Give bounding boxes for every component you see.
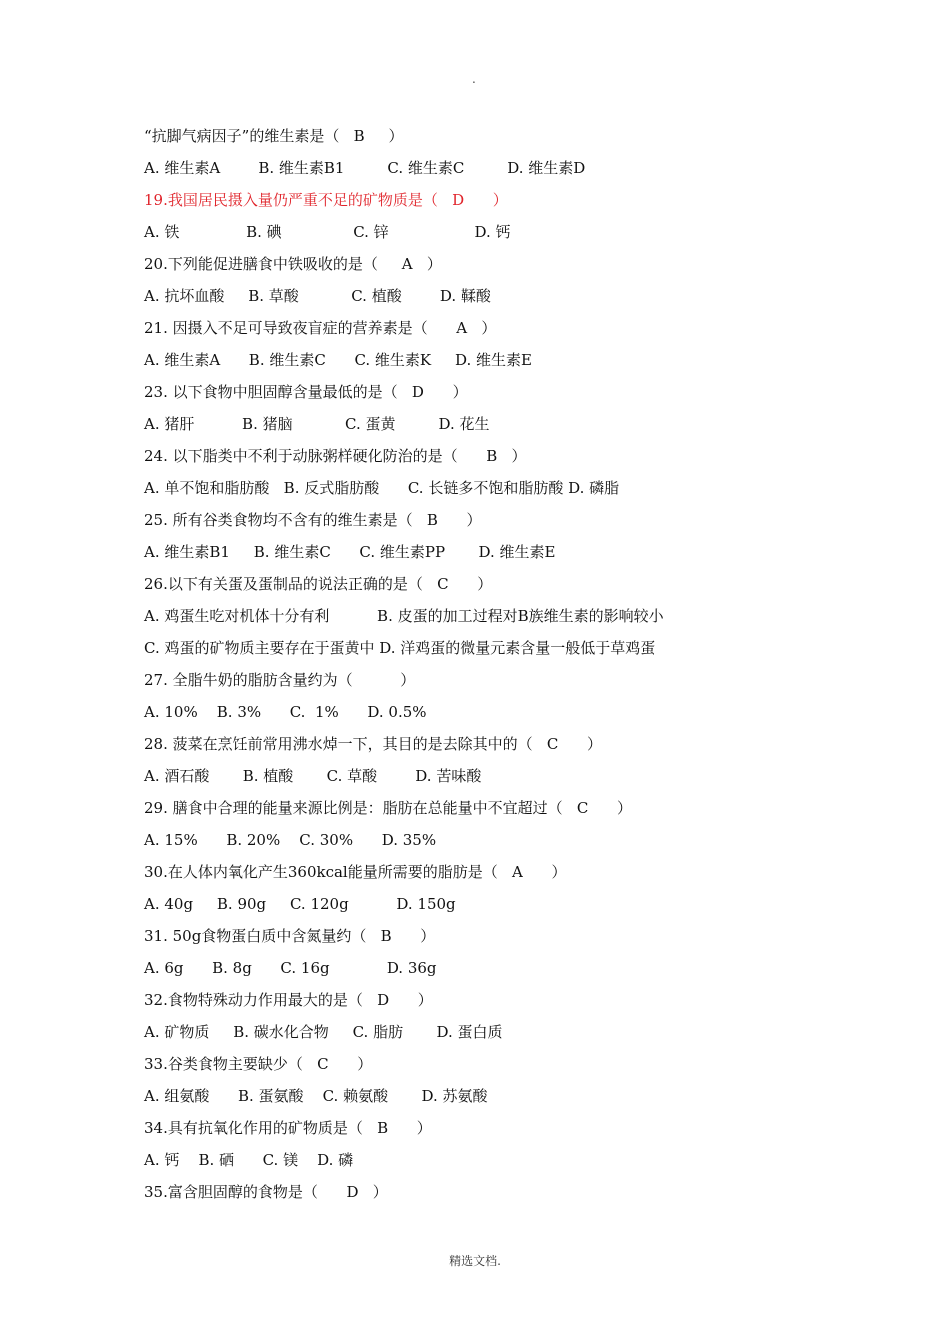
question-line-highlighted: 19.我国居民摄入量仍严重不足的矿物质是（ D ） [144, 191, 508, 209]
question-line: 32.食物特殊动力作用最大的是（ D ） [144, 991, 433, 1009]
question-line: 29. 膳食中合理的能量来源比例是：脂肪在总能量中不宜超过（ C ） [144, 799, 633, 817]
options-line: A. 组氨酸 B. 蛋氨酸 C. 赖氨酸 D. 苏氨酸 [144, 1087, 488, 1105]
question-line: 31. 50g食物蛋白质中含氮量约（ B ） [144, 927, 436, 945]
header-mark: . [472, 72, 476, 86]
question-line: 30.在人体内氧化产生360kcal能量所需要的脂肪是（ A ） [144, 863, 567, 881]
options-line: A. 矿物质 B. 碳水化合物 C. 脂肪 D. 蛋白质 [144, 1023, 503, 1041]
options-line: A. 维生素A B. 维生素B1 C. 维生素C D. 维生素D [144, 159, 586, 177]
question-line: “抗脚气病因子”的维生素是（ B ） [144, 127, 404, 145]
options-line: A. 抗坏血酸 B. 草酸 C. 植酸 D. 鞣酸 [144, 287, 491, 305]
options-line: A. 15% B. 20% C. 30% D. 35% [144, 831, 437, 849]
options-line: A. 铁 B. 碘 C. 锌 D. 钙 [144, 223, 511, 241]
options-line: A. 酒石酸 B. 植酸 C. 草酸 D. 苦味酸 [144, 767, 482, 785]
question-line: 24. 以下脂类中不利于动脉粥样硬化防治的是（ B ） [144, 447, 527, 465]
options-line: A. 维生素A B. 维生素C C. 维生素K D. 维生素E [144, 351, 532, 369]
question-line: 21. 因摄入不足可导致夜盲症的营养素是（ A ） [144, 319, 497, 337]
question-line: 26.以下有关蛋及蛋制品的说法正确的是（ C ） [144, 575, 493, 593]
question-line: 35.富含胆固醇的食物是（ D ） [144, 1183, 388, 1201]
options-line: A. 猪肝 B. 猪脑 C. 蛋黄 D. 花生 [144, 415, 490, 433]
question-line: 28. 菠菜在烹饪前常用沸水焯一下，其目的是去除其中的（ C ） [144, 735, 603, 753]
question-line: 34.具有抗氧化作用的矿物质是（ B ） [144, 1119, 432, 1137]
options-line: A. 维生素B1 B. 维生素C C. 维生素PP D. 维生素E [144, 543, 556, 561]
question-line: 20.下列能促进膳食中铁吸收的是（ A ） [144, 255, 442, 273]
page-footer: 精选文档. [449, 1254, 501, 1268]
options-line: A. 10% B. 3% C. 1% D. 0.5% [144, 703, 427, 721]
question-line: 25. 所有谷类食物均不含有的维生素是（ B ） [144, 511, 482, 529]
question-line: 23. 以下食物中胆固醇含量最低的是（ D ） [144, 383, 468, 401]
options-line: A. 6g B. 8g C. 16g D. 36g [144, 959, 437, 977]
options-line: A. 鸡蛋生吃对机体十分有利 B. 皮蛋的加工过程对B族维生素的影响较小 [144, 607, 664, 625]
options-line: A. 钙 B. 硒 C. 镁 D. 磷 [144, 1151, 354, 1169]
question-line: 33.谷类食物主要缺少（ C ） [144, 1055, 373, 1073]
options-line: A. 单不饱和脂肪酸 B. 反式脂肪酸 C. 长链多不饱和脂肪酸 D. 磷脂 [144, 479, 620, 497]
options-line: A. 40g B. 90g C. 120g D. 150g [144, 895, 456, 913]
options-line: C. 鸡蛋的矿物质主要存在于蛋黄中 D. 洋鸡蛋的微量元素含量一般低于草鸡蛋 [144, 639, 656, 657]
question-list [144, 124, 864, 1212]
question-line: 27. 全脂牛奶的脂肪含量约为（ ） [144, 671, 416, 689]
